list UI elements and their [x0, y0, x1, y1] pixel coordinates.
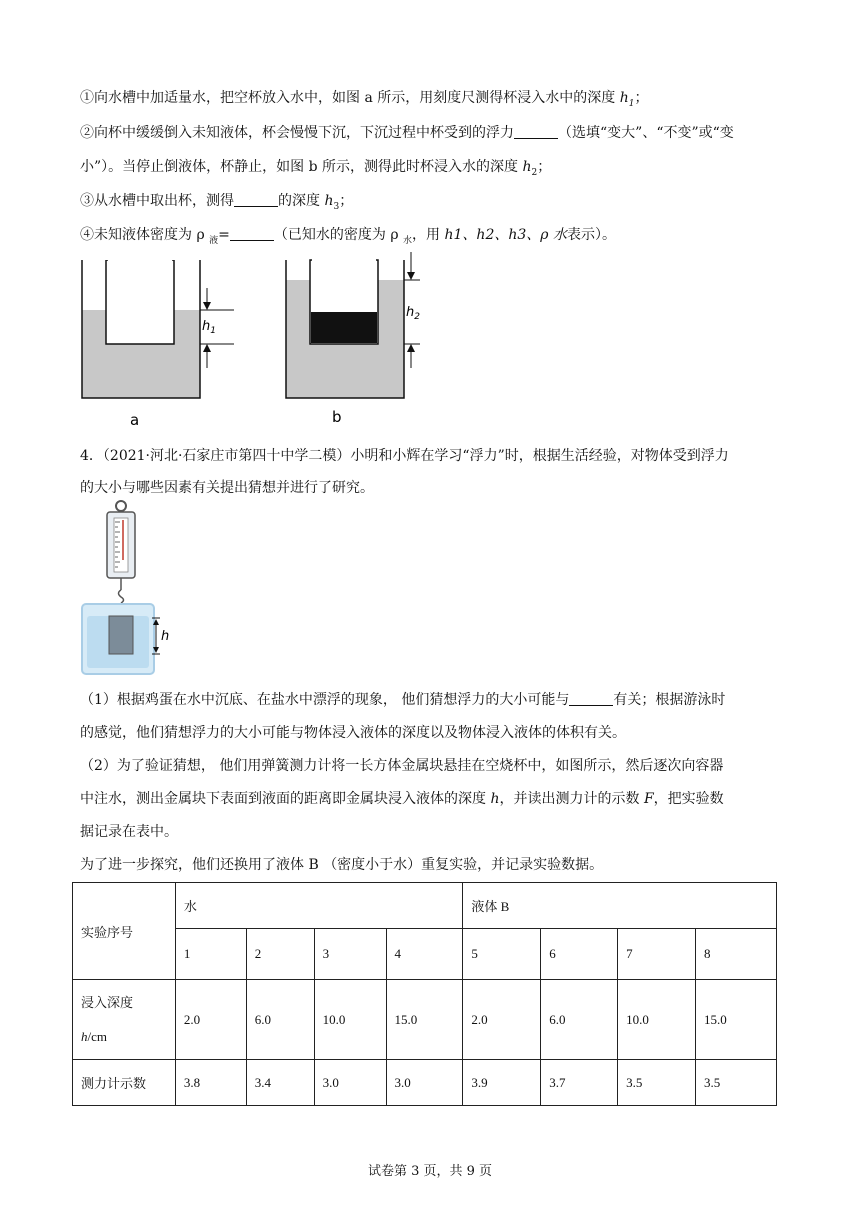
table-cell: 15.0 — [386, 980, 463, 1060]
table-cell: 3.0 — [386, 1060, 463, 1106]
step-1: ①向水槽中加适量水，把空杯放入水中，如图 a 所示，用刻度尺测得杯浸入水中的深度 $h_1$； — [80, 90, 649, 109]
table-cell: 3.4 — [246, 1060, 314, 1106]
row-header-depth: 浸入深度 h/cm — [73, 980, 176, 1060]
q4-part-2-line-2: 中注水，测出金属块下表面到液面的距离即金属块浸入液体的深度 h，并读出测力计的示数 F，把实验数 — [80, 791, 724, 807]
table-cell: 1 — [175, 929, 246, 980]
q4-part-1-line-1: （1）根据鸡蛋在水中沉底、在盐水中漂浮的现象， 他们猜想浮力的大小可能与 有关；根据游泳时 — [80, 692, 726, 708]
table-cell: 3.9 — [463, 1060, 541, 1106]
h-label: h — [161, 629, 170, 644]
answer-blank[interactable] — [234, 192, 278, 207]
table-cell: 3 — [314, 929, 386, 980]
q4-part-1-line-2: 的感觉，他们猜想浮力的大小可能与物体浸入液体的深度以及物体浸入液体的体积有关。 — [80, 725, 626, 741]
arrow-down-icon — [203, 302, 211, 310]
table-cell: 5 — [463, 929, 541, 980]
table-cell: 6 — [541, 929, 618, 980]
figure-b-label: b — [332, 408, 342, 426]
arrow-up-icon — [203, 344, 211, 352]
table-cell: 15.0 — [696, 980, 777, 1060]
table-cell: 3.7 — [541, 1060, 618, 1106]
arrow-up-icon — [407, 344, 415, 352]
row-header-index: 实验序号 — [73, 883, 176, 980]
table-cell: 6.0 — [246, 980, 314, 1060]
table-cell: 10.0 — [314, 980, 386, 1060]
table-cell: 3.8 — [175, 1060, 246, 1106]
answer-blank[interactable] — [569, 691, 613, 706]
table-cell: 3.5 — [696, 1060, 777, 1106]
answer-blank[interactable] — [514, 124, 558, 139]
table-row — [73, 929, 777, 980]
table-row — [73, 1060, 777, 1106]
q4-part-2-line-3: 据记录在表中。 — [80, 824, 178, 840]
h1-label: $h_1$ — [202, 319, 216, 336]
step-4: ④未知液体密度为 ρ $_液$= （已知水的密度为 ρ $_水$，用 h1、h2、h3、ρ 水表示）。 — [80, 227, 616, 246]
table-cell: 3.0 — [314, 1060, 386, 1106]
answer-blank[interactable] — [230, 226, 274, 241]
hook-icon — [119, 590, 124, 603]
step-2-line-2: 小”）。当停止倒液体，杯静止，如图 b 所示，测得此时杯浸入水的深度 $h_2$； — [80, 159, 552, 178]
spring-scale-figure — [76, 498, 186, 678]
figure-a-label: a — [130, 411, 140, 429]
q4-part-2-line-1: （2）为了验证猜想， 他们用弹簧测力计将一长方体金属块悬挂在空烧杯中，如图所示，然后逐次向容器 — [80, 758, 724, 774]
figure-a-cup-in-water — [76, 260, 246, 430]
step-2-line-1: ②向杯中缓缓倒入未知液体，杯会慢慢下沉，下沉过程中杯受到的浮力 （选填“变大”、“不变”或“变 — [80, 125, 734, 141]
q4-stem-line-1: 4．（2021·河北·石家庄市第四十中学二模）小明和小辉在学习“浮力”时，根据生活经验，对物体受到浮力 — [80, 448, 729, 464]
experiment-data-table — [72, 882, 777, 1106]
table-cell: 2 — [246, 929, 314, 980]
h2-label: $h_2$ — [406, 305, 420, 322]
table-cell: 6.0 — [541, 980, 618, 1060]
table-cell: 3.5 — [618, 1060, 696, 1106]
table-row — [73, 883, 777, 929]
metal-block — [109, 616, 133, 654]
table-cell: 7 — [618, 929, 696, 980]
table-cell: 8 — [696, 929, 777, 980]
table-cell: 4 — [386, 929, 463, 980]
scale-ring — [116, 501, 126, 511]
page-footer: 试卷第 3 页，共 9 页 — [367, 1164, 493, 1179]
step-3: ③从水槽中取出杯，测得 的深度 $h_3$； — [80, 193, 354, 212]
group-header-water: 水 — [175, 883, 463, 929]
unknown-liquid — [311, 312, 377, 343]
figure-b-cup-with-liquid — [280, 250, 450, 430]
table-cell: 2.0 — [175, 980, 246, 1060]
row-header-force: 测力计示数 — [73, 1060, 176, 1106]
group-header-liquid-b: 液体 B — [463, 883, 777, 929]
table-row — [73, 980, 777, 1060]
table-cell: 10.0 — [618, 980, 696, 1060]
table-cell: 2.0 — [463, 980, 541, 1060]
q4-part-3: 为了进一步探究，他们还换用了液体 B （密度小于水）重复实验，并记录实验数据。 — [80, 857, 604, 873]
q4-stem-line-2: 的大小与哪些因素有关提出猜想并进行了研究。 — [80, 480, 374, 496]
arrow-down-icon — [407, 272, 415, 280]
empty-cup — [106, 260, 174, 344]
